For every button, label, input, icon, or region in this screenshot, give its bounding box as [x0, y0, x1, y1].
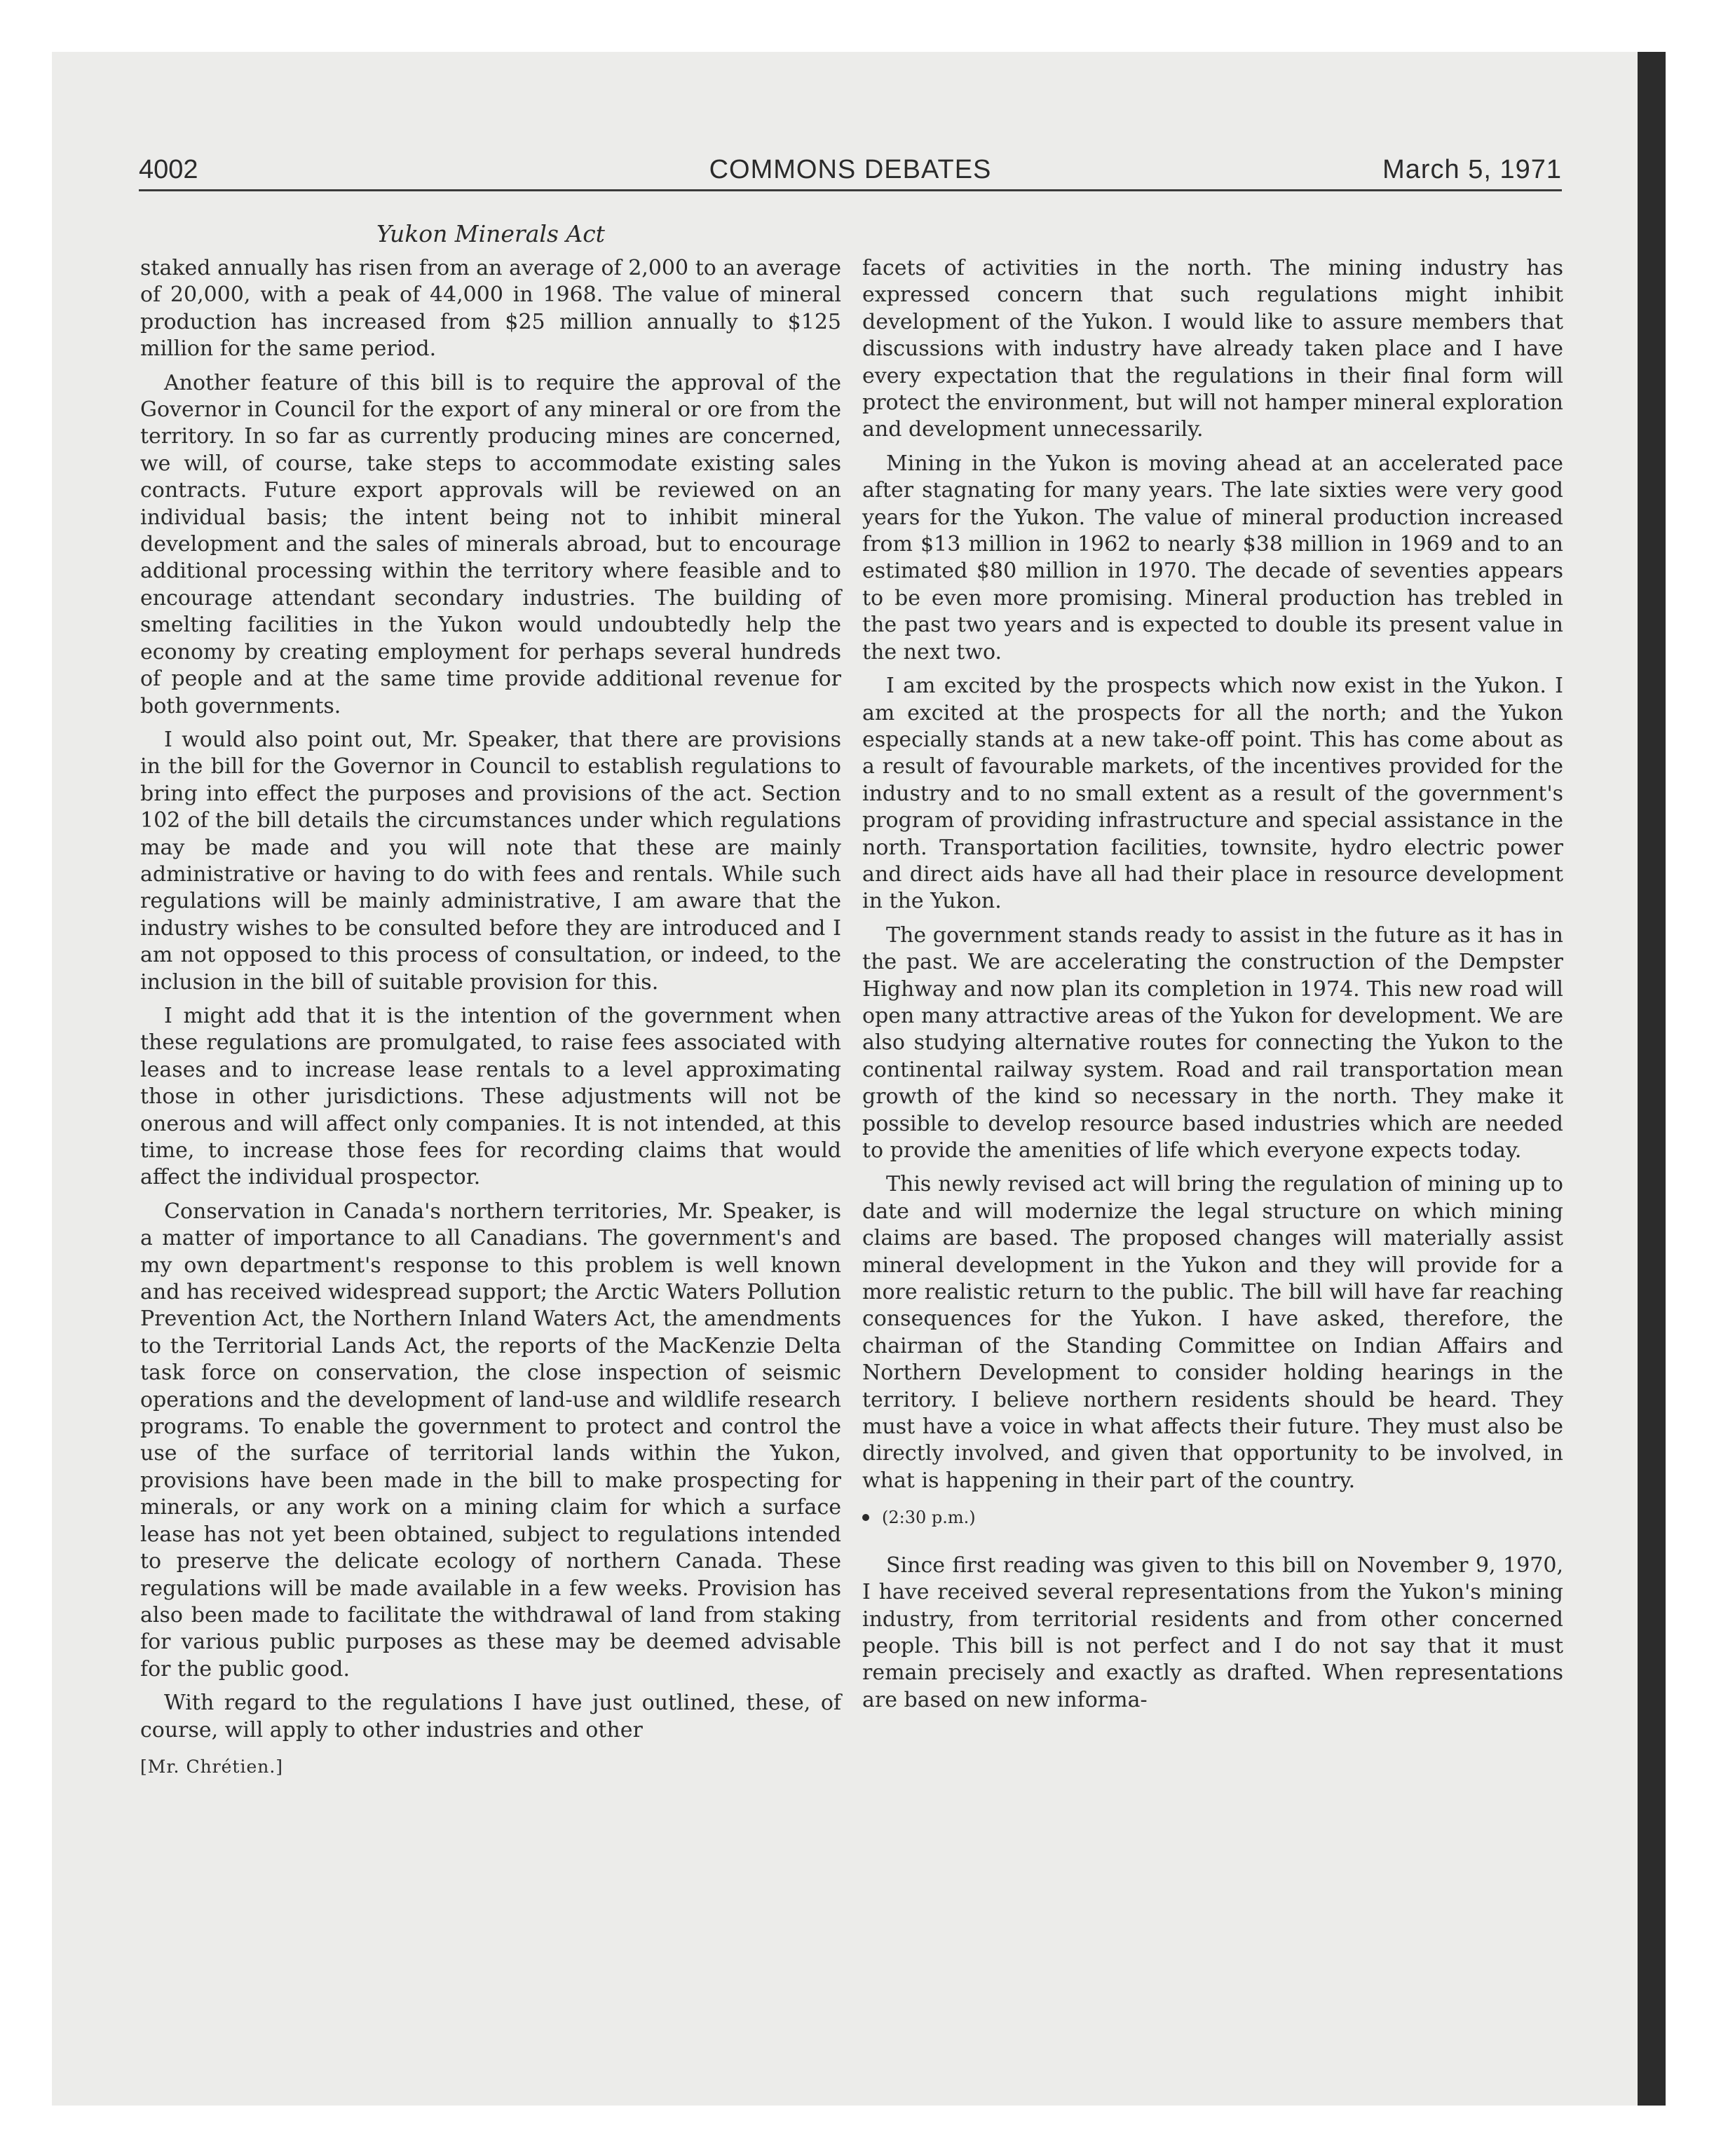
right-column: [862, 255, 1563, 1721]
bullet-icon: [862, 1514, 869, 1521]
paragraph: Since first reading was given to this bill on November 9, 1970, I have received several representations from the Yukon's mining industry, from territorial residents and from other concerned people. This bill is not perfect and I do not say that it must remain precisely and exactly as drafted. When representations are based on new informa-: [862, 1553, 1563, 1712]
paragraph: Conservation in Canada's northern territories, Mr. Speaker, is a matter of importance to all Canadians. The government's and my own department's response to this problem is well known and has received widespread support; the Arctic Waters Pollution Prevention Act, the Northern Inland Waters Act, the amendments to the Territorial Lands Act, the reports of the MacKenzie Delta task force on conservation, the close inspection of seismic operations and the development of land-use and wildlife research programs. To enable the government to protect and control the use of the surface of territorial lands within the Yukon, provisions have been made in the bill to make prospecting for minerals, or any work on a mining claim for which a surface lease has not yet been obtained, subject to regulations intended to preserve the delicate ecology of northern Canada. These regulations will be made available in a few weeks. Provision has also been made to facilitate the withdrawal of land from staking for various public purposes as these may be deemed advisable for the public good.: [140, 1199, 841, 1681]
timestamp: [862, 1504, 1563, 1531]
paragraph: Another feature of this bill is to require the approval of the Governor in Council for the export of any mineral or ore from the territory. In so far as currently producing mines are concerned, we will, of course, take steps to accommodate existing sales contracts. Future export approvals will be reviewed on an individual basis; the intent being not to inhibit mineral development and the sales of minerals abroad, but to encourage additional processing within the territory where feasible and to encourage attendant secondary industries. The building of smelting facilities in the Yukon would undoubtedly help the economy by creating employment for perhaps several hundreds of people and at the same time provide additional revenue for both governments.: [140, 370, 841, 718]
paragraph: The government stands ready to assist in the future as it has in the past. We are accelerating the construction of the Dempster Highway and now plan its completion in 1974. This new road will open many attractive areas of the Yukon for development. We are also studying alternative routes for connecting the Yukon to the continental railway system. Road and rail transportation mean growth of the kind so necessary in the north. They make it possible to develop resource based industries which are needed to provide the amenities of life which everyone expects today.: [862, 922, 1563, 1163]
header-date: March 5, 1971: [1382, 155, 1562, 184]
page-header: [139, 150, 1562, 191]
scan-edge-bar: [1638, 52, 1666, 2106]
timestamp-text: (2:30 p.m.): [882, 1508, 976, 1528]
page-number: 4002: [139, 155, 198, 184]
paragraph: I might add that it is the intention of the government when these regulations are promulgated, to raise fees associated with leases and to increase lease rentals to a level approximating those in other jurisdictions. These adjustments will not be onerous and will affect only companies. It is not intended, at this time, to increase those fees for recording claims that would affect the individual prospector.: [140, 1003, 841, 1190]
paragraph: Mining in the Yukon is moving ahead at an accelerated pace after stagnating for many years. The late sixties were very good years for the Yukon. The value of mineral production increased from $13 million in 1962 to nearly $38 million in 1969 and to an estimated $80 million in 1970. The decade of seventies appears to be even more promising. Mineral production has trebled in the past two years and is expected to double its present value in the next two.: [862, 451, 1563, 664]
paragraph: facets of activities in the north. The mining industry has expressed concern that such regulations might inhibit development of the Yukon. I would like to assure members that discussions with industry have already taken place and I have every expectation that the regulations in their final form will protect the environment, but will not hamper mineral exploration and development unnecessarily.: [862, 256, 1563, 442]
section-title: Yukon Minerals Act: [376, 220, 605, 247]
left-column: [140, 255, 841, 1780]
paragraph: This newly revised act will bring the regulation of mining up to date and will modernize the legal structure on which mining claims are based. The proposed changes will materially assist mineral development in the Yukon and they will provide for a more realistic return to the public. The bill will have far reaching consequences for the Yukon. I have asked, therefore, the chairman of the Standing Committee on Indian Affairs and Northern Development to consider holding hearings in the territory. I believe northern residents should be heard. They must have a voice in what affects their future. They must also be directly involved, and given that opportunity to be involved, in what is happening in their part of the country.: [862, 1172, 1563, 1493]
speaker-attribution: [Mr. Chrétien.]: [140, 1756, 284, 1777]
paragraph: staked annually has risen from an average of 2,000 to an average of 20,000, with a peak of 44,000 in 1968. The value of mineral production has increased from $25 million annually to $125 million for the same period.: [140, 256, 841, 362]
paragraph: With regard to the regulations I have just outlined, these, of course, will apply to other industries and other: [140, 1691, 841, 1742]
paragraph: I would also point out, Mr. Speaker, that there are provisions in the bill for the Governor in Council to establish regulations to bring into effect the purposes and provisions of the act. Section 102 of the bill details the circumstances under which regulations may be made and you will note that these are mainly administrative or having to do with fees and rentals. While such regulations will be mainly administrative, I am aware that the industry wishes to be consulted before they are introduced and I am not opposed to this process of consultation, or indeed, to the inclusion in the bill of suitable provision for this.: [140, 727, 841, 995]
journal-title: COMMONS DEBATES: [709, 155, 992, 184]
paragraph: I am excited by the prospects which now exist in the Yukon. I am excited at the prospects for all the north; and the Yukon especially stands at a new take-off point. This has come about as a result of favourable markets, of the incentives provided for the industry and to no small extent as a result of the government's program of providing infrastructure and special assistance in the north. Transportation facilities, townsite, hydro electric power and direct aids have all had their place in resource development in the Yukon.: [862, 674, 1563, 914]
